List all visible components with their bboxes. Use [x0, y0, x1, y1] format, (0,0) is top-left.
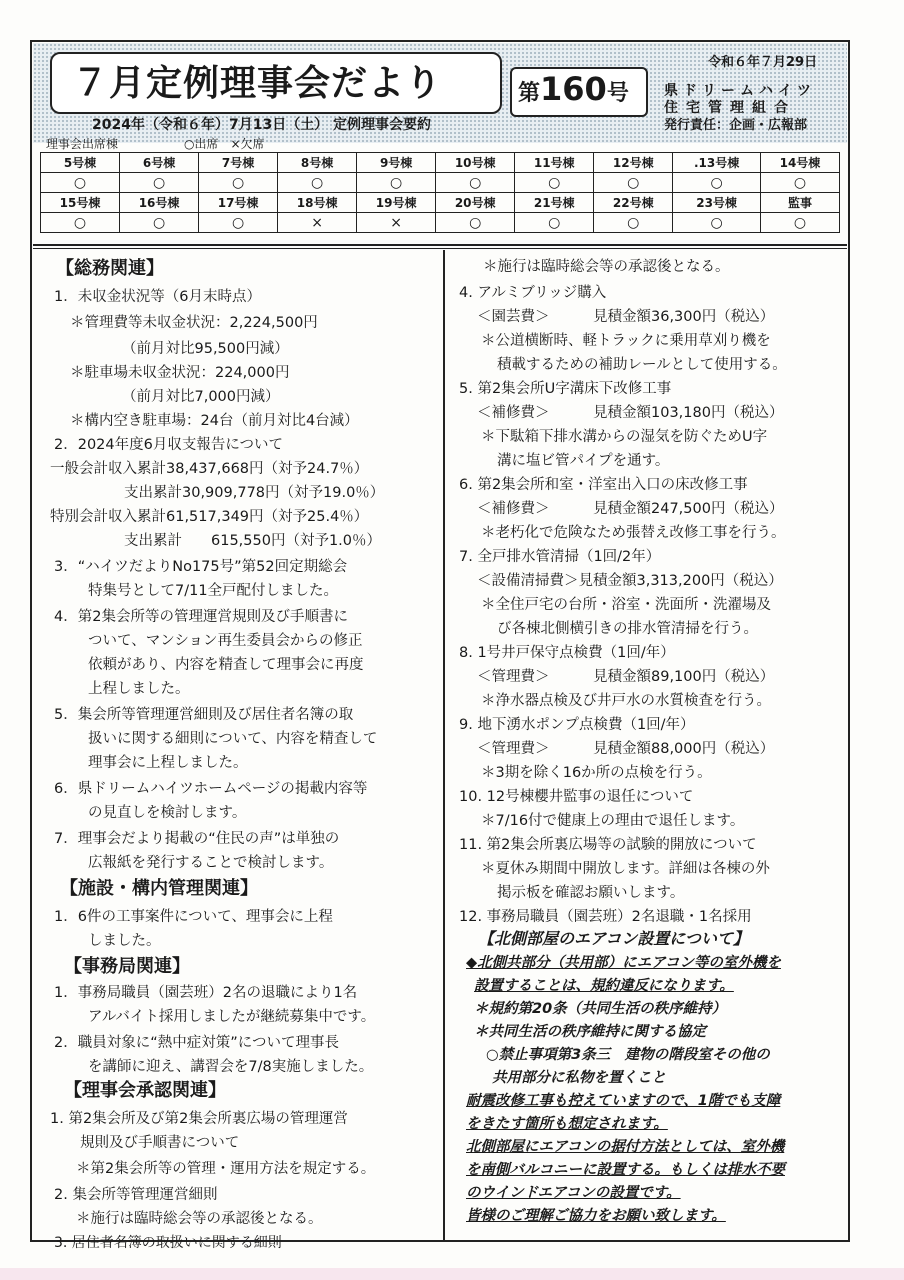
attendance-mark: ○	[357, 173, 436, 193]
list-item: ＊公道横断時、軽トラックに乗用草刈り機を	[481, 333, 771, 349]
page-subtitle: 2024年（令和６年）7月13日（土） 定例理事会要約	[92, 117, 432, 133]
attendance-row1-marks	[41, 173, 840, 193]
list-item: 扱いに関する細則について、内容を精査して	[88, 731, 378, 747]
list-item: 溝に塩ビ管パイプを通す。	[497, 453, 670, 469]
list-item: 広報紙を発行することで検討します。	[88, 855, 334, 871]
issue-number-label	[518, 70, 629, 108]
building-label: 16号棟	[120, 193, 199, 213]
building-label: .13号棟	[673, 153, 761, 173]
list-item: 7. 全戸排水管清掃（1回/2年）	[459, 549, 661, 565]
list-item: ＊浄水器点検及び井戸水の水質検査を行う。	[481, 693, 771, 709]
org-name-line2: 住宅管理組合	[664, 100, 796, 116]
list-item: 6. 第2集会所和室・洋室出入口の床改修工事	[459, 477, 748, 493]
list-item: 2．職員対象に“熱中症対策”について理事長	[54, 1035, 339, 1051]
page-title: ７月定例理事会だより	[72, 63, 443, 104]
list-item: ＊施行は臨時総会等の承認後となる。	[483, 259, 730, 275]
list-item: 9. 地下湧水ポンプ点検費（1回/年）	[459, 717, 695, 733]
list-item: 1．未収金状況等（6月末時点）	[54, 289, 261, 305]
attendance-mark: ○	[760, 173, 839, 193]
list-item: 5．集会所等管理運営細則及び居住者名簿の取	[54, 707, 354, 723]
building-label: 17号棟	[199, 193, 278, 213]
list-item: ＊夏休み期間中開放します。詳細は各棟の外	[481, 861, 770, 877]
publisher: 発行責任：企画・広報部	[664, 118, 808, 133]
notice-line: 北側部屋にエアコンの据付方法としては、室外機	[466, 1139, 785, 1155]
notice-line: ◆北側共部分（共用部）にエアコン等の室外機を	[466, 955, 781, 971]
list-item: ＊下駄箱下排水溝からの湿気を防ぐためU字	[481, 429, 768, 445]
building-label: 22号棟	[594, 193, 673, 213]
building-label: 15号棟	[41, 193, 120, 213]
attendance-mark: ×	[278, 213, 357, 233]
building-label: 21号棟	[515, 193, 594, 213]
attendance-mark: ○	[41, 213, 120, 233]
attendance-label: 理事会出席棟	[46, 137, 119, 151]
left-column	[40, 256, 440, 1251]
page-edge	[0, 1268, 904, 1280]
list-item: 積載するための補助レールとして使用する。	[497, 357, 787, 373]
building-label: 20号棟	[436, 193, 515, 213]
list-item: び各棟北側横引きの排水管清掃を行う。	[497, 621, 758, 637]
issue-number: 160	[540, 70, 607, 108]
list-item: 12. 事務局職員（園芸班）2名退職・1名採用	[459, 909, 752, 925]
building-label: 6号棟	[120, 153, 199, 173]
list-item: ついて、マンション再生委員会からの修正	[88, 633, 363, 649]
notice-line: ○禁止事項第3条三 建物の階段室その他の	[486, 1047, 770, 1063]
attendance-mark: ○	[199, 213, 278, 233]
attendance-mark: ○	[278, 173, 357, 193]
list-item: ＜補修費＞ 見積金額247,500円（税込）	[477, 501, 784, 517]
divider	[33, 248, 847, 249]
list-item: ＊3期を除く16か所の点検を行う。	[481, 765, 712, 781]
attendance-mark: ○	[594, 173, 673, 193]
section-heading-office: 【事務局関連】	[64, 956, 190, 977]
notice-line: ＊共同生活の秩序維持に関する協定	[474, 1024, 706, 1040]
notice-line: をきたす箇所も想定されます。	[466, 1116, 668, 1132]
list-item: 掲示板を確認お願いします。	[497, 885, 685, 901]
list-item: ＊構内空き駐車場：24台（前月対比4台減）	[70, 413, 359, 429]
attendance-legend: ○出席 ×欠席	[184, 137, 265, 151]
list-item: 理事会に上程しました。	[88, 755, 248, 771]
list-item: 7．理事会だより掲載の“住民の声”は単独の	[54, 831, 340, 847]
list-item: 上程しました。	[88, 681, 190, 697]
list-item: 2．2024年度6月収支報告について	[54, 437, 284, 453]
attendance-mark: ○	[120, 213, 199, 233]
list-item: 11. 第2集会所裏広場等の試験的開放について	[459, 837, 757, 853]
list-item: ＜管理費＞ 見積金額89,100円（税込）	[477, 669, 775, 685]
attendance-mark: ×	[357, 213, 436, 233]
list-item: 6．県ドリームハイツホームページの掲載内容等	[54, 781, 368, 797]
list-item: ＊施行は臨時総会等の承認後となる。	[76, 1211, 323, 1227]
list-item: を講師に迎え、講習会を7/8実施しました。	[88, 1059, 374, 1075]
list-item: ＊7/16付で健康上の理由で退任します。	[481, 813, 745, 829]
notice-line: 共用部分に私物を置くこと	[492, 1070, 666, 1086]
notice-line: 設置することは、規約違反になります。	[474, 978, 734, 994]
building-label: 5号棟	[41, 153, 120, 173]
notice-line: 耐震改修工事も控えていますので、1階でも支障	[466, 1093, 781, 1109]
list-item: （前月対比95,500円減）	[122, 341, 289, 357]
divider	[33, 244, 847, 246]
list-item: ＜管理費＞ 見積金額88,000円（税込）	[477, 741, 775, 757]
attendance-mark: ○	[673, 173, 761, 193]
list-item: 3．“ハイツだよりNo175号”第52回定期総会	[54, 559, 348, 575]
org-name-line1: 県ドリームハイツ	[664, 83, 816, 99]
list-item: しました。	[88, 933, 161, 949]
attendance-row1-labels	[41, 153, 840, 173]
notice-line: 皆様のご理解ご協力をお願い致します。	[466, 1208, 726, 1224]
publish-date: 令和６年７月29日	[708, 55, 818, 70]
list-item: 8. 1号井戸保守点検費（1回/年）	[459, 645, 675, 661]
notice-line: を南側バルコニーに設置する。もしくは排水不要	[466, 1162, 785, 1178]
list-item: アルバイト採用しましたが継続募集中です。	[88, 1009, 376, 1025]
list-item: ＜設備清掃費＞見積金額3,313,200円（税込）	[477, 573, 783, 589]
list-item: ＜補修費＞ 見積金額103,180円（税込）	[477, 405, 784, 421]
notice-line: ＊規約第20条（共同生活の秩序維持）	[474, 1001, 727, 1017]
attendance-mark: ○	[594, 213, 673, 233]
list-item: ＊駐車場未収金状況：224,000円	[70, 365, 290, 381]
issue-suffix: 号	[606, 81, 629, 106]
list-item: 1．6件の工事案件について、理事会に上程	[54, 909, 333, 925]
notice-title: 【北側部屋のエアコン設置について】	[478, 929, 749, 948]
list-item: 10. 12号棟櫻井監事の退任について	[459, 789, 694, 805]
building-label: 9号棟	[357, 153, 436, 173]
attendance-mark: ○	[199, 173, 278, 193]
building-label: 23号棟	[673, 193, 761, 213]
list-item: 5. 第2集会所U字溝床下改修工事	[459, 381, 672, 397]
notice-line: のウインドエアコンの設置です。	[466, 1185, 681, 1201]
attendance-mark: ○	[120, 173, 199, 193]
list-item: ＊第2集会所等の管理・運用方法を規定する。	[76, 1161, 376, 1177]
list-item: 3. 居住者名簿の取扱いに関する細則	[54, 1235, 282, 1251]
attendance-table	[40, 152, 840, 233]
building-label: 19号棟	[357, 193, 436, 213]
building-label: 8号棟	[278, 153, 357, 173]
list-item: 4. アルミブリッジ購入	[459, 285, 607, 301]
building-label: 監事	[760, 193, 839, 213]
attendance-mark: ○	[760, 213, 839, 233]
section-heading-facilities: 【施設・構内管理関連】	[60, 878, 258, 899]
list-item: 一般会計収入累計38,437,668円（対予24.7％）	[50, 461, 369, 477]
attendance-row2-labels	[41, 193, 840, 213]
list-item: 1．事務局職員（園芸班）2名の退職により1名	[54, 985, 358, 1001]
building-label: 12号棟	[594, 153, 673, 173]
building-label: 10号棟	[436, 153, 515, 173]
attendance-mark: ○	[436, 173, 515, 193]
list-item: ＊全住戸宅の台所・浴室・洗面所・洗濯場及	[481, 597, 771, 613]
list-item: ＜園芸費＞ 見積金額36,300円（税込）	[477, 309, 775, 325]
list-item: ＊管理費等未収金状況：2,224,500円	[70, 315, 318, 331]
building-label: 14号棟	[760, 153, 839, 173]
list-item: 特集号として7/11全戸配付しました。	[88, 583, 339, 599]
attendance-mark: ○	[515, 213, 594, 233]
column-divider	[443, 250, 445, 1240]
attendance-mark: ○	[41, 173, 120, 193]
building-label: 18号棟	[278, 193, 357, 213]
list-item: 支出累計30,909,778円（対予19.0％）	[124, 485, 385, 501]
list-item: 特別会計収入累計61,517,349円（対予25.4％）	[50, 509, 369, 525]
building-label: 11号棟	[515, 153, 594, 173]
list-item: 1. 第2集会所及び第2集会所裏広場の管理運営	[50, 1111, 348, 1127]
building-label: 7号棟	[199, 153, 278, 173]
list-item: の見直しを検討します。	[88, 805, 247, 821]
section-heading-general: 【総務関連】	[56, 258, 164, 279]
list-item: 4．第2集会所等の管理運営規則及び手順書に	[54, 609, 348, 625]
attendance-mark: ○	[436, 213, 515, 233]
attendance-row2-marks	[41, 213, 840, 233]
attendance-mark: ○	[673, 213, 761, 233]
attendance-mark: ○	[515, 173, 594, 193]
list-item: 支出累計 615,550円（対予1.0％）	[124, 533, 382, 549]
list-item: 2. 集会所等管理運営細則	[54, 1187, 218, 1203]
right-column	[455, 256, 847, 936]
list-item: 規則及び手順書について	[80, 1135, 240, 1151]
list-item: 依頼があり、内容を精査して理事会に再度	[88, 657, 364, 673]
list-item: ＊老朽化で危険なため張替え改修工事を行う。	[481, 525, 786, 541]
section-heading-approvals: 【理事会承認関連】	[64, 1080, 226, 1101]
list-item: （前月対比7,000円減）	[122, 389, 280, 405]
issue-prefix: 第	[518, 81, 541, 106]
